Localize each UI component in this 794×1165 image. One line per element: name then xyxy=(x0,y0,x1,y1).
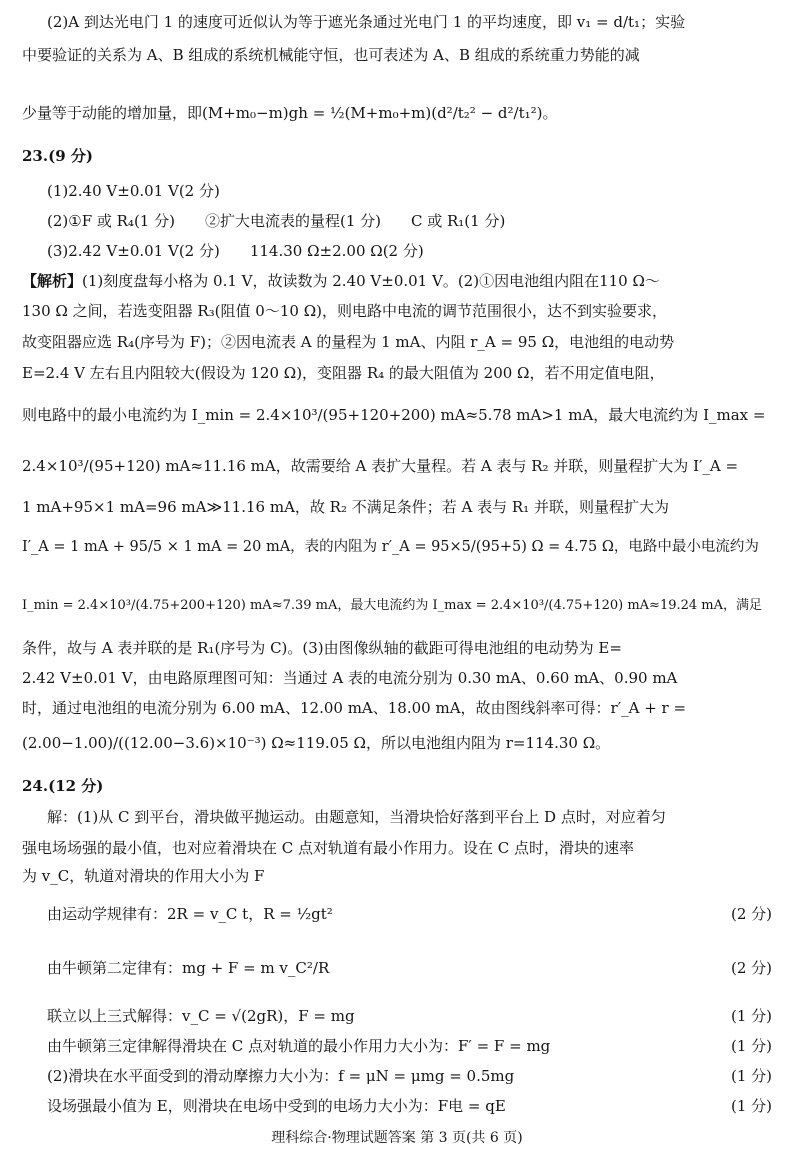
q23-analysis-line-9: I_min = 2.4×10³/(4.75+200+120) mA≈7.39 mA，最大电流约为 I_max = 2.4×10³/(4.75+120) mA≈19.24 mA，满足 xyxy=(22,598,763,613)
q23-analysis-line-13: (2.00−1.00)/((12.00−3.6)×10⁻³) Ω≈119.05 Ω，所以电池组内阻为 r=114.30 Ω。 xyxy=(22,734,611,752)
q23-analysis-line-5: 则电路中的最小电流约为 I_min = 2.4×10³/(95+120+200) mA≈5.78 mA>1 mA，最大电流约为 I_max = xyxy=(22,406,766,424)
q23-analysis-line-3: 故变阻器应选 R₄(序号为 F)；②因电流表 A 的量程为 1 mA、内阻 r_A = 95 Ω，电池组的电动势 xyxy=(22,333,675,351)
q24-eq-field: 设场强最小值为 E，则滑块在电场中受到的电场力大小为：F电 = qE xyxy=(47,1097,506,1115)
analysis-label: 【解析】 xyxy=(22,272,83,290)
score-eq-solve: (1 分) xyxy=(730,1007,772,1025)
q24-eq-solve: 联立以上三式解得：v_C = √(2gR)，F = mg xyxy=(47,1007,355,1025)
q24-line-1: 解：(1)从 C 到平台，滑块做平抛运动。由题意知，当滑块恰好落到平台上 D 点时，对应着匀 xyxy=(47,808,666,826)
q22-line-2: 中要验证的关系为 A、B 组成的系统机械能守恒，也可表述为 A、B 组成的系统重力势能的减 xyxy=(22,46,640,64)
score-eq-field: (1 分) xyxy=(730,1097,772,1115)
q23-analysis-line-2: 130 Ω 之间，若选变阻器 R₃(阻值 0～10 Ω)，则电路中电流的调节范围很小，达不到实验要求， xyxy=(22,302,667,320)
q22-line-1: (2)A 到达光电门 1 的速度可近似认为等于遮光条通过光电门 1 的平均速度，即 v₁ = d/t₁；实验 xyxy=(47,13,686,31)
score-eq-newton3: (1 分) xyxy=(730,1037,772,1055)
q23-answer-3: (3)2.42 V±0.01 V(2 分) 114.30 Ω±2.00 Ω(2 分) xyxy=(47,242,424,260)
score-eq-newton2: (2 分) xyxy=(730,959,772,977)
q23-analysis-line-8: I′_A = 1 mA + 95/5 × 1 mA = 20 mA，表的内阻为 r′_A = 95×5/(95+5) Ω = 4.75 Ω，电路中最小电流约为 xyxy=(22,539,759,555)
q23-answer-2: (2)①F 或 R₄(1 分) ②扩大电流表的量程(1 分) C 或 R₁(1 分) xyxy=(47,212,506,230)
q23-analysis-line-6: 2.4×10³/(95+120) mA≈11.16 mA，故需要给 A 表扩大量程。若 A 表与 R₂ 并联，则量程扩大为 I′_A = xyxy=(22,457,739,475)
q22-line-3: 少量等于动能的增加量，即(M+m₀−m)gh = ½(M+m₀+m)(d²/t₂² − d²/t₁²)。 xyxy=(22,104,558,122)
q24-line-3: 为 v_C，轨道对滑块的作用大小为 F xyxy=(22,867,265,885)
q24-eq-kinematics: 由运动学规律有：2R = v_C t，R = ½gt² xyxy=(47,905,333,923)
score-eq-kinematics: (2 分) xyxy=(730,905,772,923)
score-eq-friction: (1 分) xyxy=(730,1067,772,1085)
q23-analysis-line-4: E=2.4 V 左右且内阻较大(假设为 120 Ω)，变阻器 R₄ 的最大阻值为 200 Ω，若不用定值电阻， xyxy=(22,364,665,382)
q23-answer-1: (1)2.40 V±0.01 V(2 分) xyxy=(47,182,220,200)
q23-analysis-line-1 xyxy=(22,271,660,291)
q24-eq-friction: (2)滑块在水平面受到的滑动摩擦力大小为：f = μN = μmg = 0.5mg xyxy=(47,1067,515,1085)
q23-analysis-line-12: 时，通过电池组的电流分别为 6.00 mA、12.00 mA、18.00 mA，故由图线斜率可得：r′_A + r = xyxy=(22,699,687,717)
q23-heading: 23.(9 分) xyxy=(22,147,93,165)
q23-analysis-line-7: 1 mA+95×1 mA=96 mA≫11.16 mA，故 R₂ 不满足条件；若 A 表与 R₁ 并联，则量程扩大为 xyxy=(22,498,669,516)
analysis-text: (1)刻度盘每小格为 0.1 V，故读数为 2.40 V±0.01 V。(2)①因电池组内阻在110 Ω～ xyxy=(82,272,660,290)
q23-analysis-line-10: 条件，故与 A 表并联的是 R₁(序号为 C)。(3)由图像纵轴的截距可得电池组的电动势为 E= xyxy=(22,639,622,657)
page-footer: 理科综合·物理试题答案 第 3 页(共 6 页) xyxy=(271,1130,523,1146)
q24-line-2: 强电场场强的最小值，也对应着滑块在 C 点对轨道有最小作用力。设在 C 点时，滑块的速率 xyxy=(22,839,635,857)
q23-analysis-line-11: 2.42 V±0.01 V，由电路原理图可知：当通过 A 表的电流分别为 0.30 mA、0.60 mA、0.90 mA xyxy=(22,669,678,687)
q24-heading: 24.(12 分) xyxy=(22,777,104,795)
q24-eq-newton3: 由牛顿第三定律解得滑块在 C 点对轨道的最小作用力大小为：F′ = F = mg xyxy=(47,1037,551,1055)
q24-eq-newton2: 由牛顿第二定律有：mg + F = m v_C²/R xyxy=(47,959,330,977)
